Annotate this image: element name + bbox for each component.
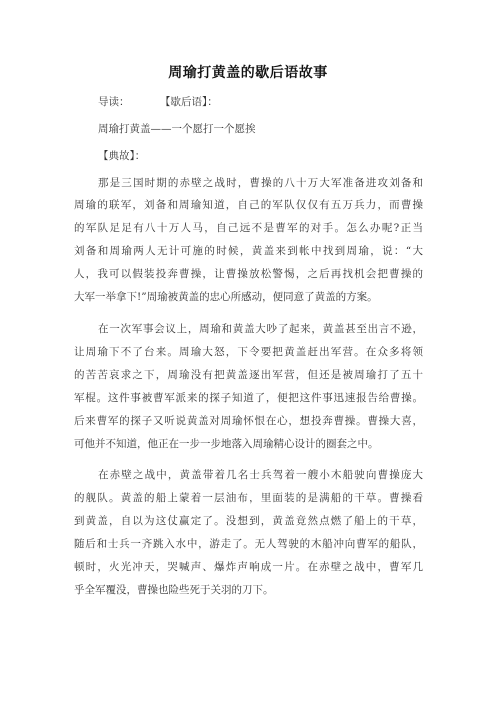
saying-line: 周瑜打黄盖——一个愿打一个愿挨 bbox=[98, 123, 256, 135]
lead-label: 导读： bbox=[98, 96, 130, 108]
story-label: 【典故】： bbox=[98, 150, 146, 162]
paragraph-1-line-5: 人，我可以假装投奔曹操，让曹操放松警惕，之后再找机会把曹操的 bbox=[74, 268, 423, 280]
paragraph-2-line-3: 的苦苦哀求之下，周瑜没有把黄盖逐出军营，但还是被周瑜打了五十 bbox=[74, 369, 423, 381]
document-title: 周瑜打黄盖的歇后语故事 bbox=[168, 65, 328, 81]
paragraph-2-line-6: 可他并不知道，他正在一步一步地落入周瑜精心设计的圈套之中。 bbox=[74, 438, 379, 450]
paragraph-1-line-1: 那是三国时期的赤壁之战时，曹操的八十万大军准备进攻刘备和 bbox=[98, 177, 423, 189]
paragraph-3-line-1: 在赤壁之战中，黄盖带着几名士兵驾着一艘小木船驶向曹操庞大 bbox=[98, 469, 423, 481]
paragraph-1-line-6: 大军一举拿下!”周瑜被黄盖的忠心所感动，便同意了黄盖的方案。 bbox=[74, 291, 378, 303]
lead-value: 【歇后语】： bbox=[160, 96, 218, 108]
paragraph-3-line-3: 到黄盖，自以为这仗赢定了。没想到，黄盖竟然点燃了船上的干草， bbox=[74, 515, 423, 527]
paragraph-3-line-5: 顿时，火光冲天，哭喊声、爆炸声响成一片。在赤壁之战中，曹军几 bbox=[74, 561, 423, 573]
paragraph-3-line-2: 的舰队。黄盖的船上蒙着一层油布，里面装的是满船的干草。曹操看 bbox=[74, 492, 423, 504]
paragraph-2-line-1: 在一次军事会议上，周瑜和黄盖大吵了起来，黄盖甚至出言不逊， bbox=[98, 323, 423, 335]
paragraph-3-line-4: 随后和士兵一齐跳入水中，游走了。无人驾驶的木船冲向曹军的船队， bbox=[74, 538, 423, 550]
paragraph-1-line-3: 的军队足足有八十万人马，自己远不是曹军的对手。怎么办呢?正当 bbox=[74, 222, 423, 234]
paragraph-2-line-4: 军棍。这件事被曹军派来的探子知道了，便把这件事迅速报告给曹操。 bbox=[74, 392, 423, 404]
paragraph-3-line-6: 乎全军覆没，曹操也险些死于关羽的刀下。 bbox=[74, 584, 274, 596]
paragraph-2-line-5: 后来曹军的探子又听说黄盖对周瑜怀恨在心，想投奔曹操。曹操大喜， bbox=[74, 415, 423, 427]
paragraph-1-line-4: 刘备和周瑜两人无计可施的时候，黄盖来到帐中找到周瑜，说：“大 bbox=[74, 245, 423, 257]
paragraph-1-line-2: 周瑜的联军，刘备和周瑜知道，自己的军队仅仅有五万兵力，而曹操 bbox=[74, 199, 423, 211]
paragraph-2-line-2: 让周瑜下不了台来。周瑜大怒，下令要把黄盖赶出军营。在众多将领 bbox=[74, 346, 423, 358]
